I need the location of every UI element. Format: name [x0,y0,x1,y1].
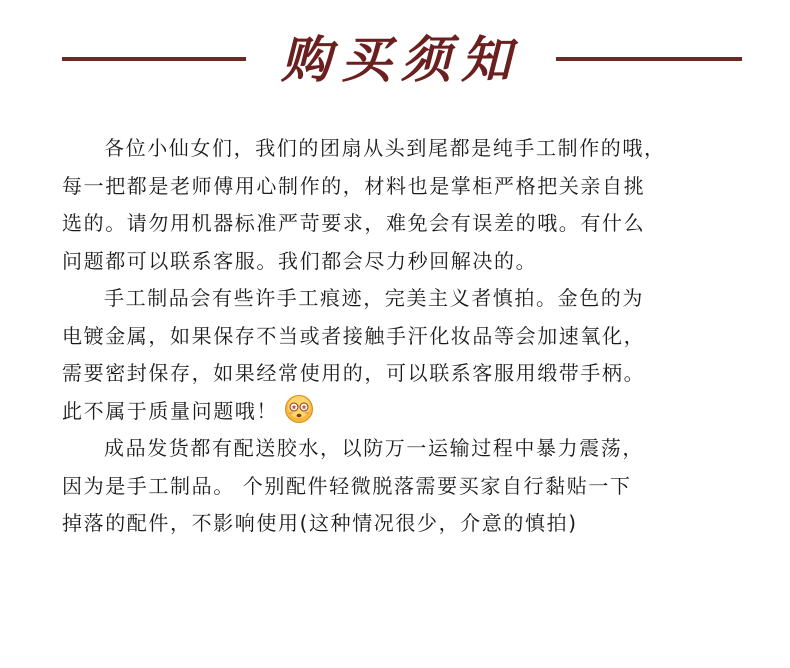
paragraph-1 [62,130,762,280]
text-line: 选的。请勿用机器标准严苛要求，难免会有误差的哦。有什么 [62,211,646,235]
text-line: 问题都可以联系客服。我们都会尽力秒回解决的。 [62,248,538,273]
header [0,30,790,94]
notice-body [62,130,762,543]
text-line: 此不属于质量问题哦！ [62,393,762,431]
text-line: 手工制品会有些许手工痕迹，完美主义者慎拍。金色的为 [104,286,644,310]
text-line: 各位小仙女们，我们的团扇从头到尾都是纯手工制作的哦， [104,136,666,160]
paragraph-2 [62,280,762,430]
text-line: 电镀金属，如果保存不当或者接触手汗化妆品等会加速氧化， [62,323,646,348]
text-line: 需要密封保存，如果经常使用的，可以联系客服用缎带手柄。 [62,361,646,385]
text-line: 掉落的配件，不影响使用(这种情况很少，介意的慎拍) [62,511,578,535]
text-line: 成品发货都有配送胶水，以防万一运输过程中暴力震荡， [104,436,644,460]
right-divider [556,57,742,61]
dizzy-face-emoji-icon [284,394,314,424]
left-divider [62,57,246,61]
page-title: 购买须知 [281,30,521,89]
text-line: 因为是手工制品。 个别配件轻微脱落需要买家自行黏贴一下 [62,473,632,498]
text-line: 每一把都是老师傅用心制作的，材料也是掌柜严格把关亲自挑 [62,173,646,198]
paragraph-3 [62,430,762,543]
